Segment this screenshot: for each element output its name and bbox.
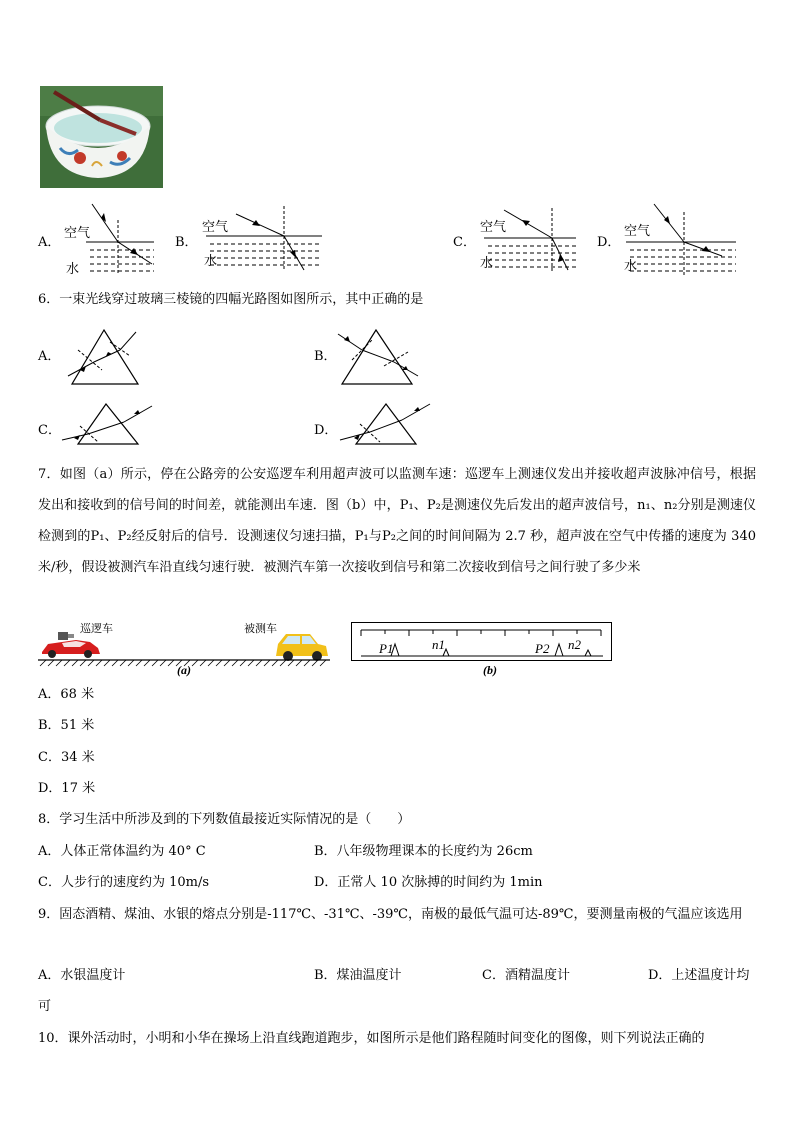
q7-option-b: B．51 米 xyxy=(38,718,95,733)
q5-b-water-label: 水 xyxy=(204,254,218,269)
q8-option-b: B．八年级物理课本的长度约为 26cm xyxy=(314,844,533,859)
q7-option-d: D．17 米 xyxy=(38,781,96,796)
bowl-photo xyxy=(40,86,163,188)
q5-option-d-label: D． xyxy=(597,235,621,250)
echo-n1-label: n1 xyxy=(432,637,445,652)
q9-option-a: A．水银温度计 xyxy=(38,968,126,983)
q6-option-a-label: A． xyxy=(38,349,61,364)
q9-stem: 9．固态酒精、煤油、水银的熔点分别是-117℃、-31℃、-39℃，南极的最低气温可达-89℃，要测量南极的气温应该选用 xyxy=(38,907,743,922)
q8-stem: 8．学习生活中所涉及到的下列数值最接近实际情况的是（ ） xyxy=(38,812,411,827)
q6-d-prism-diagram xyxy=(340,402,440,446)
echo-n2-label: n2 xyxy=(568,637,581,652)
q5-b-diagram xyxy=(196,200,326,270)
q8-option-d: D．正常人 10 次脉搏的时间约为 1min xyxy=(314,875,543,890)
figure-b-caption: (b) xyxy=(483,663,497,677)
q5-option-b-label: B． xyxy=(175,235,198,250)
q9-option-b: B．煤油温度计 xyxy=(314,968,402,983)
q9-option-d: D．上述温度计均 xyxy=(648,968,750,983)
q5-c-diagram xyxy=(474,198,584,274)
q6-option-c-label: C． xyxy=(38,423,61,438)
q9-option-c: C．酒精温度计 xyxy=(482,968,570,983)
q6-b-prism-diagram xyxy=(338,326,428,388)
q9-option-d-continuation: 可 xyxy=(38,999,52,1014)
q5-c-water-label: 水 xyxy=(480,256,494,271)
q10-stem: 10．课外活动时，小明和小华在操场上沿直线跑道跑步，如图所示是他们路程随时间变化的图像，则下列说法正确的 xyxy=(38,1031,705,1046)
patrol-car-label: 巡逻车 xyxy=(80,622,113,635)
q5-a-diagram xyxy=(60,200,160,260)
q5-d-water-label: 水 xyxy=(624,259,638,274)
q5-b-air-label: 空气 xyxy=(202,220,229,235)
q7-option-a: A．68 米 xyxy=(38,687,95,702)
q6-option-d-label: D． xyxy=(314,423,338,438)
target-car-label: 被测车 xyxy=(244,622,277,635)
q5-a-water-label: 水 xyxy=(66,262,80,277)
q6-a-prism-diagram xyxy=(64,326,154,388)
q7-stem: 7．如图（a）所示，停在公路旁的公安巡逻车利用超声波可以监测车速：巡逻车上测速仪发出并接收超声波脉冲信号，根据发出和接收到的信号间的时间差，就能测出车速．图（b）中，P₁、P₂是测速仪先后发出的超声波信号，n₁、n₂分别是测速仪检测到的P₁、P₂经反射后的信号．设测速仪匀速扫描，P₁与P₂之间的时间间隔为 2.7 秒，超声波在空气中传播的速度为 340 米/秒，假设被测汽车沿直线匀速行驶．被测汽车第一次接收到信号和第二次接收到信号之间行驶了多少米 xyxy=(38,467,756,575)
q8-option-c: C．人步行的速度约为 10m/s xyxy=(38,875,209,890)
pulse-p2-label: P2 xyxy=(535,641,550,656)
q6-stem: 6．一束光线穿过玻璃三棱镜的四幅光路图如图所示，其中正确的是 xyxy=(38,292,424,307)
q7-option-c: C．34 米 xyxy=(38,750,95,765)
q5-c-air-label: 空气 xyxy=(480,220,507,235)
q6-option-b-label: B． xyxy=(314,349,337,364)
q8-option-a: A．人体正常体温约为 40° C xyxy=(38,844,206,859)
q5-option-a-label: A． xyxy=(38,235,61,250)
q5-a-air-label: 空气 xyxy=(64,226,91,241)
q5-d-diagram xyxy=(618,200,738,276)
q5-option-c-label: C． xyxy=(453,235,476,250)
pulse-p1-label: P1 xyxy=(379,641,394,656)
figure-a-caption: (a) xyxy=(177,663,191,677)
q6-c-prism-diagram xyxy=(62,402,162,446)
q5-d-air-label: 空气 xyxy=(624,224,651,239)
